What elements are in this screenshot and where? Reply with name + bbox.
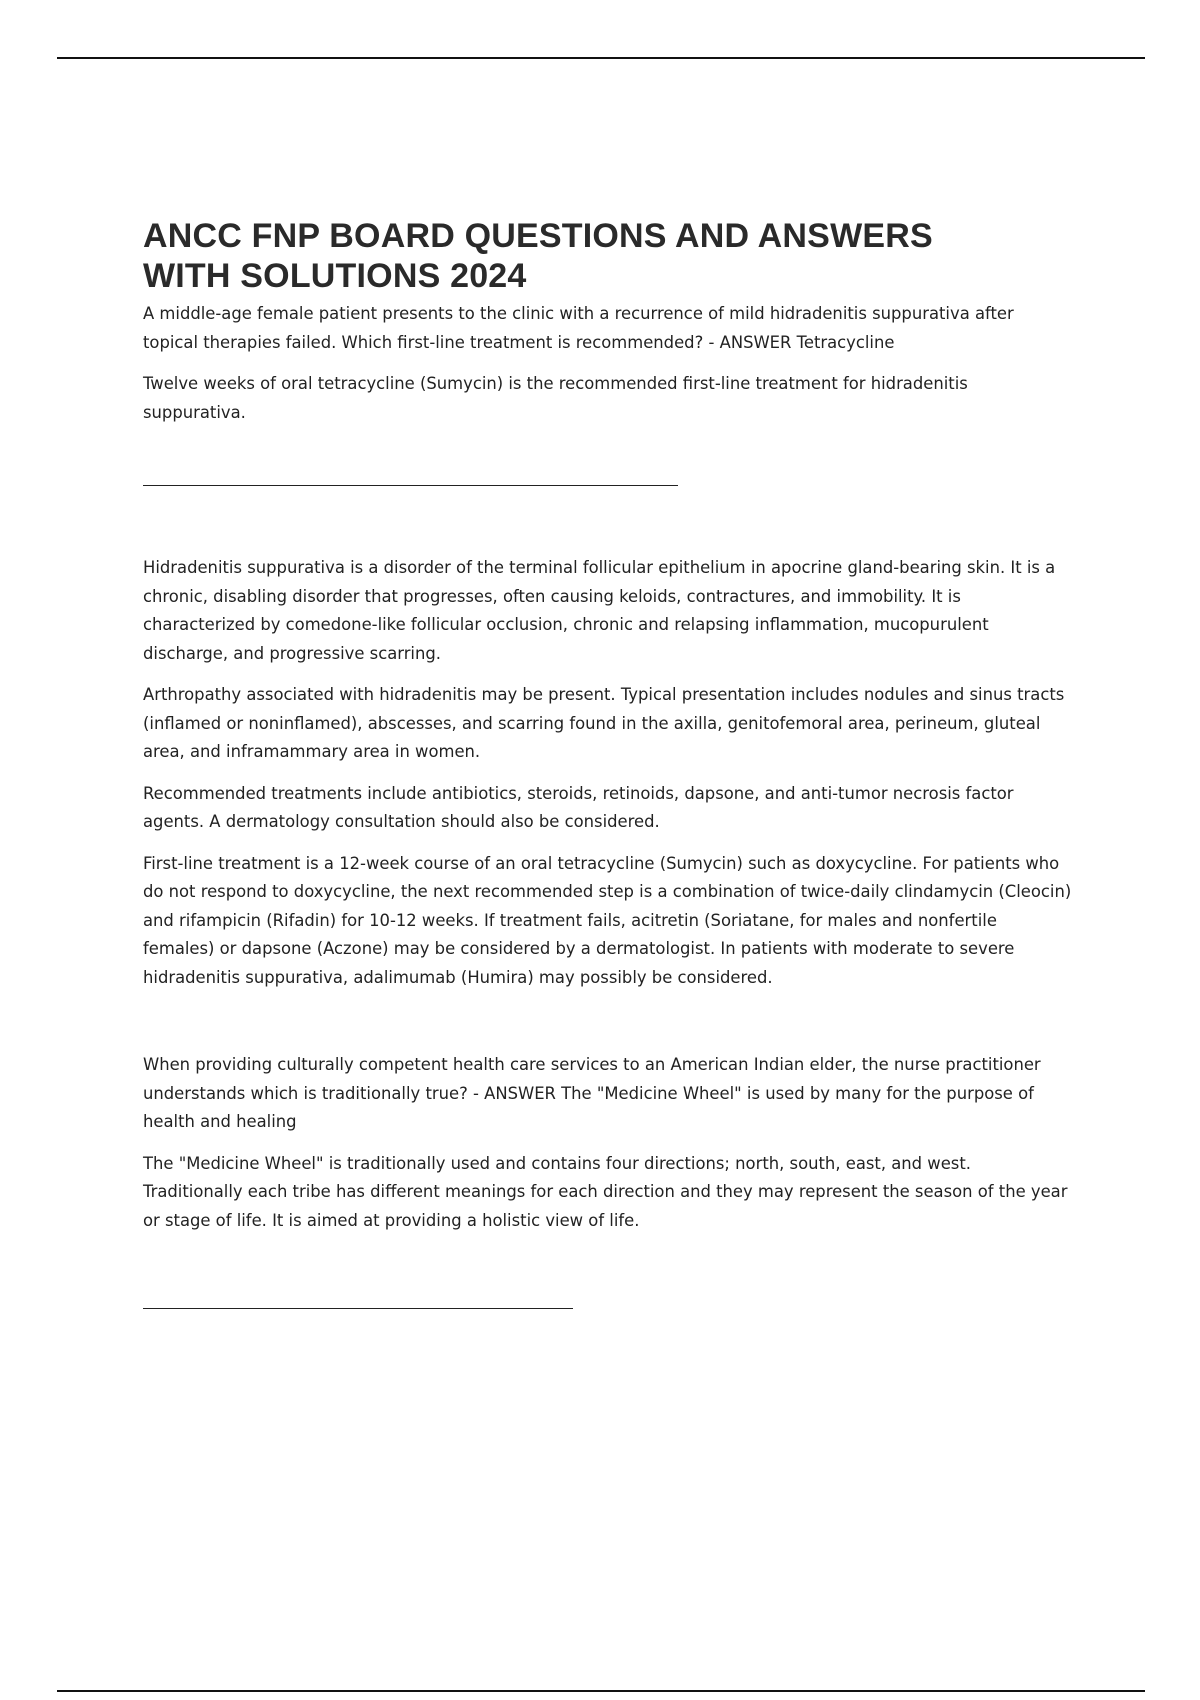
question-2-explanation: The "Medicine Wheel" is traditionally used and contains four directions; north, south, east, and west. Traditionally each tribe has different meanings for each direction and they may represent the season of the year or stage of life. It is aimed at providing a holistic view of life. <box>143 1153 1068 1230</box>
section-separator <box>143 1308 573 1309</box>
document-title <box>143 216 1073 296</box>
detail-paragraph: Recommended treatments include antibiotics, steroids, retinoids, dapsone, and anti-tumor necrosis factor agents. A dermatology consultation should also be considered. <box>143 783 1014 831</box>
page-top-rule <box>57 57 1145 59</box>
detail-paragraph: Arthropathy associated with hidradenitis may be present. Typical presentation includes nodules and sinus tracts (inflamed or noninflamed), abscesses, and scarring found in the axilla, genitofemoral area, perineum, gluteal area, and inframammary area in women. <box>143 685 1065 761</box>
question-2: When providing culturally competent health care services to an American Indian elder, the nurse practitioner understands which is traditionally true? - ANSWER The "Medicine Wheel" is used by many for the purpose of health and healing <box>143 1055 1041 1131</box>
title-line-1: ANCC FNP BOARD QUESTIONS AND ANSWERS <box>143 217 933 255</box>
document-body <box>143 216 1073 1309</box>
detail-paragraph: First-line treatment is a 12-week course of an oral tetracycline (Sumycin) such as doxycycline. For patients who do not respond to doxycycline, the next recommended step is a combination of twice-daily clindamycin (Cleocin) and rifampicin (Rifadin) for 10-12 weeks. If treatment fails, acitretin (Soriatane, for males and nonfertile females) or dapsone (Aczone) may be considered by a dermatologist. In patients with moderate to severe hidradenitis suppurativa, adalimumab (Humira) may possibly be considered. <box>143 853 1072 987</box>
detail-paragraph: Hidradenitis suppurativa is a disorder of the terminal follicular epithelium in apocrine gland-bearing skin. It is a chronic, disabling disorder that progresses, often causing keloids, contractures, and immobility. It is characterized by comedone-like follicular occlusion, chronic and relapsing inflammation, mucopurulent discharge, and progressive scarring. <box>143 558 1056 663</box>
question-1: A middle-age female patient presents to the clinic with a recurrence of mild hidradenitis suppurativa after topical therapies failed. Which first-line treatment is recommended? - ANSWER Tetracycline <box>143 304 1014 352</box>
title-line-2: WITH SOLUTIONS 2024 <box>143 257 527 295</box>
page-bottom-rule <box>57 1690 1145 1692</box>
question-1-explanation: Twelve weeks of oral tetracycline (Sumycin) is the recommended first-line treatment for hidradenitis suppurativa. <box>143 374 968 422</box>
